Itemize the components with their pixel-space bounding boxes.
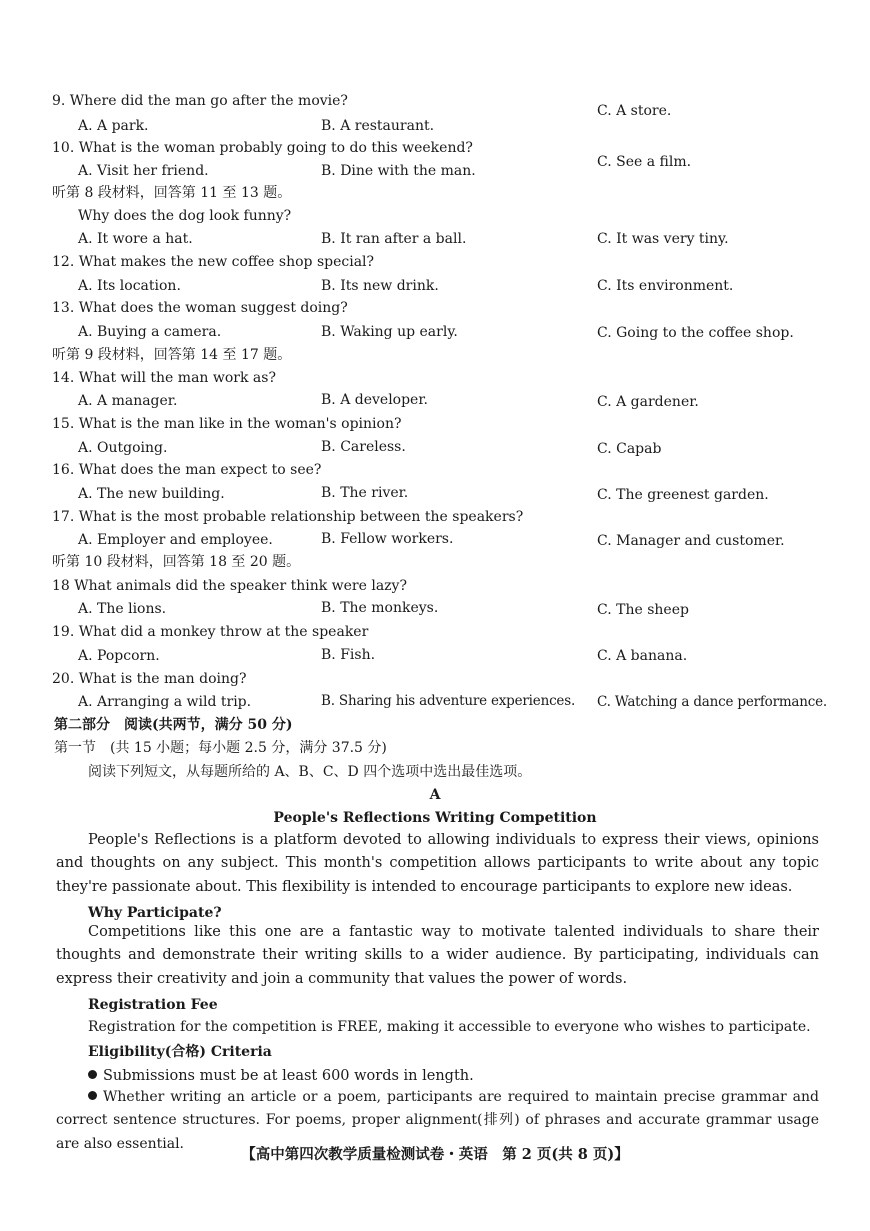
question-13: 13. What does the woman suggest doing? (52, 300, 348, 316)
option-b: B. Sharing his adventure experiences. (321, 693, 576, 709)
option-b: B. Its new drink. (321, 278, 439, 294)
question-11: Why does the dog look funny? (78, 208, 292, 224)
option-b: B. Fish. (321, 647, 376, 663)
option-b: B. Fellow workers. (321, 531, 454, 547)
option-b: B. It ran after a ball. (321, 231, 467, 247)
option-c: C. The greenest garden. (597, 487, 769, 503)
option-a: A. A park. (78, 118, 149, 134)
reading-directions: 阅读下列短文，从每题所给的 A、B、C、D 四个选项中选出最佳选项。 (88, 764, 532, 780)
option-a: A. It wore a hat. (78, 231, 193, 247)
paragraph-why-participate: Competitions like this one are a fantastic way to motivate talented individuals to share their thoughts and demonstrate their writing skills to a wider audience. By participating, individuals can express their creativity and join a community that values the power of words. (56, 924, 819, 987)
option-b: B. Careless. (321, 439, 406, 455)
option-c: C. Capab (597, 441, 662, 457)
paragraph-registration-fee: Registration for the competition is FREE, making it accessible to everyone who wishes to participate. (88, 1019, 811, 1035)
question-19: 19. What did a monkey throw at the speaker (52, 624, 369, 640)
option-a: A. Visit her friend. (78, 163, 209, 179)
option-b: B. A developer. (321, 392, 428, 408)
instruction-segment-9: 听第 9 段材料，回答第 14 至 17 题。 (52, 347, 292, 363)
question-12: 12. What makes the new coffee shop special? (52, 254, 375, 270)
subheading-eligibility: Eligibility(合格) Criteria (88, 1044, 272, 1060)
option-a: A. Buying a camera. (78, 324, 222, 340)
option-a: A. Employer and employee. (78, 532, 273, 548)
option-a: A. Arranging a wild trip. (78, 694, 252, 710)
option-b: B. A restaurant. (321, 118, 435, 134)
option-b: B. Waking up early. (321, 324, 458, 340)
option-a: A. Its location. (78, 278, 181, 294)
option-c: C. A banana. (597, 648, 688, 664)
option-a: A. Popcorn. (78, 648, 160, 664)
option-c: C. A store. (597, 103, 672, 119)
option-b: B. The river. (321, 485, 409, 501)
option-c: C. A gardener. (597, 394, 699, 410)
passage-letter: A (429, 787, 441, 803)
question-15: 15. What is the man like in the woman's opinion? (52, 416, 402, 432)
bullet-icon (88, 1070, 97, 1079)
option-c: C. Going to the coffee shop. (597, 325, 794, 341)
option-a: A. The new building. (78, 486, 225, 502)
bullet-icon (88, 1091, 97, 1100)
paragraph-intro: People's Reflections is a platform devoted to allowing individuals to express their views, opinions and thoughts on any subject. This month's competition allows participants to write about any topic they're passionate about. This flexibility is intended to encourage participants to explore new ideas. (56, 832, 819, 895)
option-a: A. Outgoing. (78, 440, 168, 456)
option-c: C. Its environment. (597, 278, 734, 294)
subheading-why-participate: Why Participate? (88, 905, 222, 921)
bullet-item (88, 1067, 474, 1085)
question-17: 17. What is the most probable relationship between the speakers? (52, 509, 524, 525)
option-a: A. The lions. (78, 601, 167, 617)
passage-title: People's Reflections Writing Competition (273, 810, 597, 826)
question-20: 20. What is the man doing? (52, 671, 247, 687)
bullet-text: Submissions must be at least 600 words in length. (103, 1068, 474, 1084)
option-a: A. A manager. (78, 393, 178, 409)
instruction-segment-8: 听第 8 段材料，回答第 11 至 13 题。 (52, 185, 292, 201)
instruction-segment-10: 听第 10 段材料，回答第 18 至 20 题。 (52, 554, 301, 570)
subheading-registration-fee: Registration Fee (88, 997, 218, 1013)
question-14: 14. What will the man work as? (52, 370, 276, 386)
part-2-heading: 第二部分 阅读(共两节，满分 50 分) (54, 717, 293, 733)
option-c: C. It was very tiny. (597, 231, 729, 247)
option-c: C. See a film. (597, 154, 692, 170)
question-10: 10. What is the woman probably going to do this weekend? (52, 140, 473, 156)
option-b: B. The monkeys. (321, 600, 439, 616)
question-9: 9. Where did the man go after the movie? (52, 93, 348, 109)
option-c: C. The sheep (597, 602, 689, 618)
section-1-heading: 第一节 (共 15 小题；每小题 2.5 分，满分 37.5 分) (54, 740, 387, 756)
option-c: C. Manager and customer. (597, 533, 785, 549)
page-footer: 【高中第四次教学质量检测试卷・英语 第 2 页(共 8 页)】 (241, 1146, 629, 1163)
option-b: B. Dine with the man. (321, 163, 476, 179)
option-c: C. Watching a dance performance. (597, 694, 828, 710)
question-16: 16. What does the man expect to see? (52, 462, 322, 478)
question-18: 18 What animals did the speaker think were lazy? (52, 578, 407, 594)
bullet-text: Whether writing an article or a poem, participants are required to maintain precise grammar and correct sentence structures. For poems, proper alignment(排列) of phrases and accurate grammar usage are also essential. (56, 1089, 819, 1152)
